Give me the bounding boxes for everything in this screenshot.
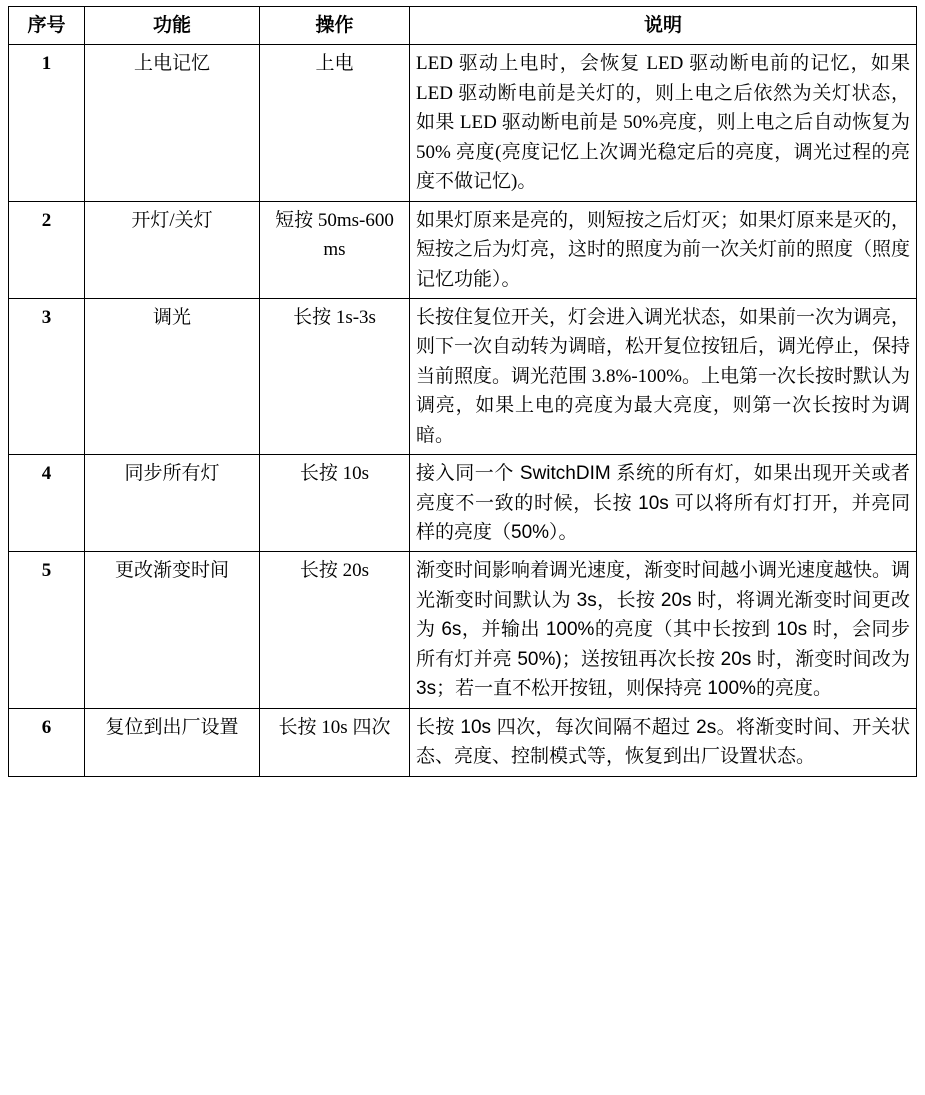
table-row: [9, 708, 917, 776]
header-cell-index: 序号: [9, 7, 85, 45]
cell-index: 5: [9, 552, 85, 708]
cell-description: 长按 10s 四次，每次间隔不超过 2s。将渐变时间、开关状态、亮度、控制模式等，恢复到出厂设置状态。: [410, 708, 917, 776]
table-header-row: [9, 7, 917, 45]
table-row: [9, 201, 917, 298]
function-spec-table: [8, 6, 917, 777]
cell-function: 调光: [85, 298, 260, 454]
cell-description: 如果灯原来是亮的，则短按之后灯灭；如果灯原来是灭的，短按之后为灯亮，这时的照度为前一次关灯前的照度（照度记忆功能）。: [410, 201, 917, 298]
cell-index: 4: [9, 455, 85, 552]
cell-function: 更改渐变时间: [85, 552, 260, 708]
table-row: [9, 298, 917, 454]
table-row: [9, 455, 917, 552]
table-header: [9, 7, 917, 45]
cell-function: 开灯/关灯: [85, 201, 260, 298]
table-row: [9, 552, 917, 708]
cell-description: 长按住复位开关，灯会进入调光状态，如果前一次为调亮，则下一次自动转为调暗，松开复位按钮后，调光停止，保持当前照度。调光范围 3.8%-100%。上电第一次长按时默认为调亮，如果上电的亮度为最大亮度，则第一次长按时为调暗。: [410, 298, 917, 454]
cell-operation: 长按 10s: [260, 455, 410, 552]
header-cell-operation: 操作: [260, 7, 410, 45]
cell-index: 2: [9, 201, 85, 298]
cell-operation: 短按 50ms-600 ms: [260, 201, 410, 298]
cell-operation: 长按 1s-3s: [260, 298, 410, 454]
header-cell-description: 说明: [410, 7, 917, 45]
cell-function: 同步所有灯: [85, 455, 260, 552]
header-cell-function: 功能: [85, 7, 260, 45]
cell-description: 接入同一个 SwitchDIM 系统的所有灯，如果出现开关或者亮度不一致的时候，长按 10s 可以将所有灯打开，并亮同样的亮度（50%）。: [410, 455, 917, 552]
table-row: [9, 45, 917, 201]
cell-operation: 长按 20s: [260, 552, 410, 708]
cell-description: LED 驱动上电时，会恢复 LED 驱动断电前的记忆，如果 LED 驱动断电前是关灯的，则上电之后依然为关灯状态，如果 LED 驱动断电前是 50%亮度，则上电之后自动恢复为 50% 亮度(亮度记忆上次调光稳定后的亮度，调光过程的亮度不做记忆)。: [410, 45, 917, 201]
cell-function: 上电记忆: [85, 45, 260, 201]
cell-description: 渐变时间影响着调光速度，渐变时间越小调光速度越快。调光渐变时间默认为 3s，长按 20s 时，将调光渐变时间更改为 6s，并输出 100%的亮度（其中长按到 10s 时，会同步所有灯并亮 50%)；送按钮再次长按 20s 时，渐变时间改为 3s；若一直不松开按钮，则保持亮 100%的亮度。: [410, 552, 917, 708]
table-body: [9, 45, 917, 776]
cell-function: 复位到出厂设置: [85, 708, 260, 776]
cell-operation: 长按 10s 四次: [260, 708, 410, 776]
cell-index: 3: [9, 298, 85, 454]
cell-index: 1: [9, 45, 85, 201]
cell-operation: 上电: [260, 45, 410, 201]
cell-index: 6: [9, 708, 85, 776]
